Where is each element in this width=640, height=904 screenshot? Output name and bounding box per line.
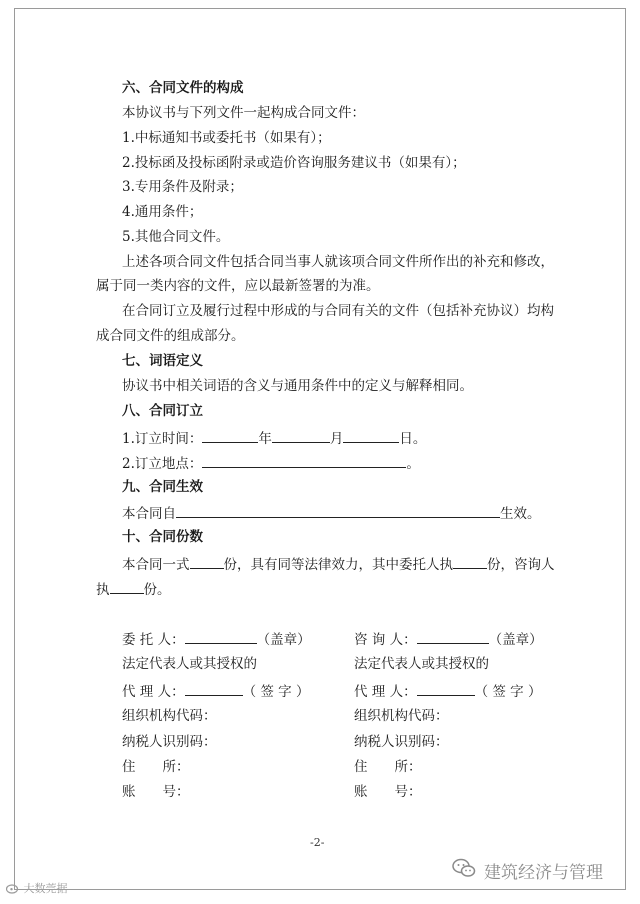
section-7-text: 协议书中相关词语的含义与通用条件中的定义与解释相同。 — [122, 378, 473, 394]
client-agent-line — [122, 681, 309, 701]
effective-blank[interactable] — [176, 503, 500, 518]
signing-time-label: 1.订立时间： — [122, 431, 203, 447]
client-account: 账 号： — [122, 784, 190, 800]
paragraph-line: 在合同订立及履行过程中形成的与合同有关的文件（包括补充协议）均构 — [122, 303, 554, 319]
consultant-rep-line1: 法定代表人或其授权的 — [354, 656, 489, 672]
place-end: 。 — [406, 456, 420, 472]
section-8-title: 八、合同订立 — [122, 403, 203, 419]
month-blank[interactable] — [272, 428, 330, 443]
client-blank[interactable] — [185, 629, 257, 644]
copies-consultant-blank[interactable] — [110, 579, 144, 594]
copies-text: 份，咨询人 — [487, 557, 555, 573]
watermark-brand-text: 建筑经济与管理 — [484, 863, 603, 883]
month-label: 月 — [329, 431, 344, 447]
wechat-icon — [452, 857, 476, 884]
year-label: 年 — [258, 431, 272, 447]
consultant-agent-label: 代 理 人： — [354, 684, 417, 700]
client-sign-label: （ 签 字 ） — [242, 684, 310, 700]
paragraph-line: 上述各项合同文件包括合同当事人就该项合同文件所作出的补充和修改， — [122, 254, 554, 270]
effective-line — [122, 503, 541, 523]
list-item: 2.投标函及投标函附录或造价咨询服务建议书（如果有）； — [122, 155, 466, 171]
page-number: -2- — [310, 836, 325, 849]
list-item: 3.专用条件及附录； — [122, 179, 243, 195]
consultant-party-line — [354, 629, 543, 649]
day-label: 日。 — [399, 431, 427, 447]
consultant-org-code: 组织机构代码： — [354, 708, 449, 724]
copies-line-1 — [122, 554, 555, 574]
consultant-address: 住 所： — [354, 759, 422, 775]
client-seal-label: （盖章） — [256, 632, 311, 648]
list-item: 1.中标通知书或委托书（如果有）； — [122, 130, 331, 146]
list-item: 5.其他合同文件。 — [122, 229, 230, 245]
section-7-title: 七、词语定义 — [122, 353, 203, 369]
effective-start: 本合同自 — [122, 506, 176, 522]
place-blank[interactable] — [202, 453, 406, 468]
copies-text: 执 — [96, 582, 110, 598]
signing-time-line — [122, 428, 426, 448]
watermark-source-text: 大数莞据 — [23, 882, 68, 895]
signing-place-label: 2.订立地点： — [122, 456, 203, 472]
signing-place-line — [122, 453, 420, 473]
client-party-line — [122, 629, 311, 649]
section-6-title: 六、合同文件的构成 — [122, 80, 244, 96]
copies-line-2 — [96, 579, 171, 599]
paragraph-line: 成合同文件的组成部分。 — [96, 328, 245, 344]
weibo-icon — [6, 882, 20, 897]
client-rep-line1: 法定代表人或其授权的 — [122, 656, 257, 672]
section-10-title: 十、合同份数 — [122, 529, 203, 545]
consultant-tax-id: 纳税人识别码： — [354, 734, 449, 750]
consultant-label: 咨 询 人： — [354, 632, 417, 648]
section-6-intro: 本协议书与下列文件一起构成合同文件： — [122, 105, 365, 121]
copies-client-blank[interactable] — [453, 554, 487, 569]
list-item: 4.通用条件； — [122, 204, 203, 220]
paragraph-line: 属于同一类内容的文件，应以最新签署的为准。 — [96, 278, 380, 294]
effective-end: 生效。 — [500, 506, 541, 522]
consultant-blank[interactable] — [417, 629, 489, 644]
client-agent-label: 代 理 人： — [122, 684, 185, 700]
watermark-brand — [452, 857, 603, 884]
consultant-agent-blank[interactable] — [417, 681, 475, 696]
client-agent-blank[interactable] — [185, 681, 243, 696]
copies-text: 份，具有同等法律效力，其中委托人执 — [223, 557, 453, 573]
section-9-title: 九、合同生效 — [122, 479, 203, 495]
consultant-account: 账 号： — [354, 784, 422, 800]
client-label: 委 托 人： — [122, 632, 185, 648]
consultant-seal-label: （盖章） — [488, 632, 543, 648]
copies-total-blank[interactable] — [190, 554, 224, 569]
copies-text: 份。 — [143, 582, 171, 598]
consultant-sign-label: （ 签 字 ） — [474, 684, 542, 700]
client-address: 住 所： — [122, 759, 190, 775]
client-tax-id: 纳税人识别码： — [122, 734, 217, 750]
client-org-code: 组织机构代码： — [122, 708, 217, 724]
consultant-agent-line — [354, 681, 541, 701]
day-blank[interactable] — [343, 428, 399, 443]
watermark-source — [6, 880, 68, 897]
copies-text: 本合同一式 — [122, 557, 190, 573]
year-blank[interactable] — [202, 428, 258, 443]
